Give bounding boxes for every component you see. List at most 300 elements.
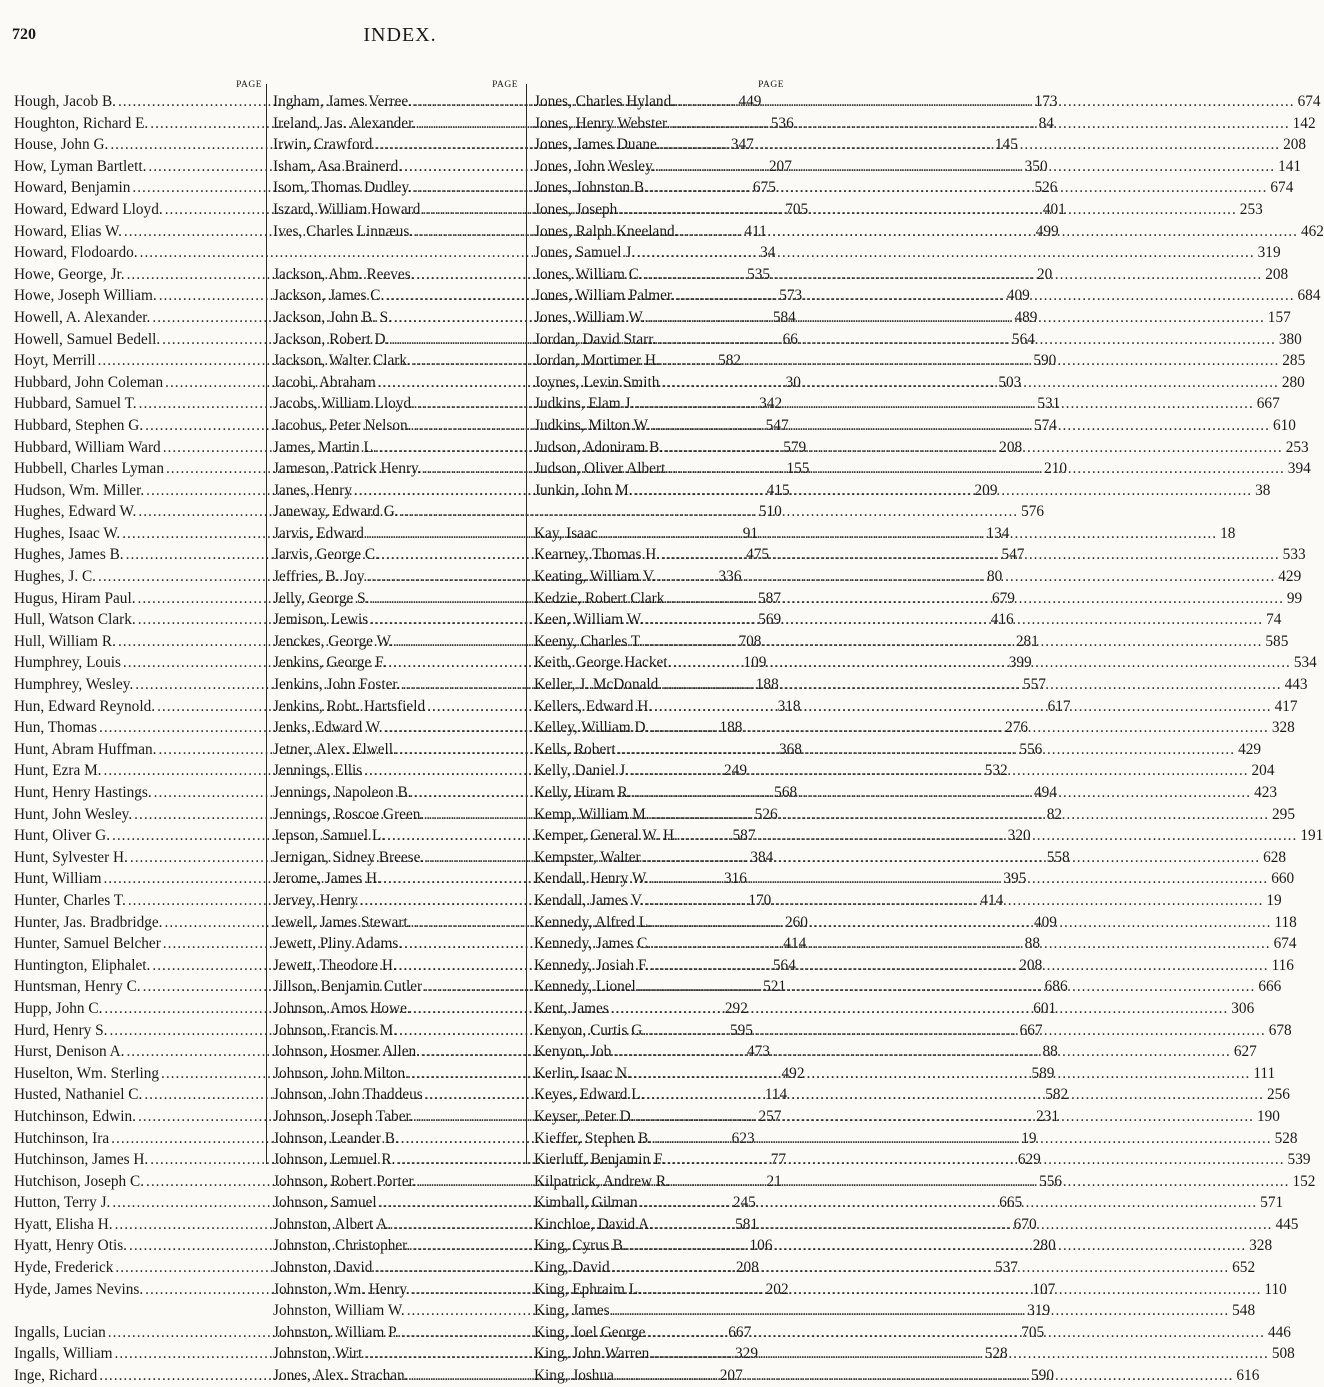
- entry-name: Keen, William W.: [534, 611, 644, 629]
- leader-dots: [646, 1084, 1264, 1106]
- leader-dots: [635, 480, 1253, 502]
- entry-name: Johnson, Lemuel R.: [273, 1151, 396, 1169]
- entry-name: Hyatt, Henry Otis.: [14, 1237, 128, 1255]
- entry-page: 494: [1034, 784, 1057, 801]
- leader-dots: [654, 696, 1272, 718]
- entry-page: 409: [1034, 913, 1057, 931]
- entry-name: Jennings, Ellis: [273, 762, 363, 780]
- leader-dots: [677, 91, 1295, 113]
- entry-page: 581: [735, 1215, 759, 1233]
- entry-page: 535: [747, 265, 771, 283]
- leader-dots: [638, 976, 1256, 998]
- entry-page: 684: [1297, 287, 1321, 305]
- entry-name: Jenckes, George W.: [273, 632, 394, 650]
- entry-page: 573: [779, 287, 803, 305]
- leader-dots: [655, 1214, 1273, 1236]
- entry-page: 249: [724, 762, 747, 780]
- entry-page: 616: [1236, 1367, 1260, 1385]
- entry-page: 208: [1265, 265, 1289, 283]
- entry-page: 534: [1293, 654, 1317, 672]
- entry-name: Hupp, John C.: [14, 999, 103, 1017]
- leader-dots: [664, 674, 1282, 696]
- leader-dots: [658, 329, 1276, 351]
- entry-name: Kendall, James V.: [534, 891, 644, 909]
- entry-page: 306: [1231, 999, 1255, 1017]
- entry-page: 556: [1019, 740, 1043, 758]
- entry-page: 589: [1031, 1064, 1055, 1082]
- entry-page: 88: [1042, 1043, 1058, 1061]
- leader-dots: [651, 1343, 1269, 1365]
- entry-name: Keyes, Edward L.: [534, 1086, 645, 1104]
- entry-page: 111: [1253, 1064, 1276, 1082]
- entry-page: 114: [764, 1086, 788, 1104]
- entry-name: Jenks, Edward W.: [273, 719, 383, 737]
- leader-dots: [651, 717, 1269, 739]
- entry-name: Kent, James: [534, 999, 609, 1017]
- leader-dots: [647, 1322, 1265, 1344]
- entry-page: 584: [772, 308, 796, 326]
- entry-page: 492: [781, 1064, 805, 1082]
- entry-page: 208: [999, 438, 1023, 456]
- entry-name: Johnson, John Milton.: [273, 1064, 409, 1082]
- entry-page: 576: [1021, 503, 1045, 521]
- entry-name: Jackson, Walter Clark.: [273, 352, 411, 370]
- leader-dots: [652, 804, 1270, 826]
- entry-page: 627: [1233, 1043, 1257, 1061]
- entry-name: Ingham, James Verree.: [273, 93, 413, 110]
- leader-dots: [637, 242, 1255, 264]
- leader-dots: [651, 868, 1269, 890]
- entry-page: 99: [1286, 589, 1303, 607]
- entry-name: Hun, Thomas: [14, 719, 97, 737]
- entry-name: Kemp, William M.: [534, 805, 650, 823]
- leader-dots: [640, 1192, 1258, 1214]
- entry-name: Johnston, Wm. Henry.: [273, 1280, 410, 1298]
- entry-name: Janes, Henry: [273, 481, 353, 499]
- entry-name: Ingalls, William: [14, 1345, 113, 1363]
- entry-page: 526: [754, 805, 778, 823]
- entry-page: 253: [1285, 438, 1309, 456]
- entry-name: How, Lyman Bartlett.: [14, 157, 147, 175]
- entry-name: Johnson, Hosmer Allen.: [273, 1043, 421, 1061]
- entry-page: 152: [1292, 1172, 1316, 1190]
- leader-dots: [646, 609, 1264, 631]
- entry-page: 256: [1266, 1086, 1290, 1104]
- entry-name: Hutton, Terry J.: [14, 1194, 111, 1212]
- entry-name: Hurst, Denison A.: [14, 1043, 125, 1061]
- entry-page: 679: [991, 589, 1015, 607]
- entry-name: James, Martin L.: [273, 438, 377, 456]
- entry-name: Kennedy, Josiah F.: [534, 956, 650, 974]
- entry-page: 21: [766, 1172, 782, 1190]
- entry-name: Kelley, William D.: [534, 719, 650, 737]
- entry-page: 558: [1046, 848, 1070, 866]
- entry-name: Kemper, General W. H.: [534, 827, 678, 845]
- entry-page: 610: [1272, 416, 1296, 434]
- entry-page: 19: [1021, 1129, 1037, 1147]
- entry-name: Jeffries, B. Joy: [273, 568, 365, 586]
- entry-page: 674: [1297, 93, 1321, 110]
- entry-name: Iszard, William Howard: [273, 200, 421, 218]
- entry-name: King, Joel George: [534, 1323, 646, 1341]
- entry-name: Hyde, James Nevins.: [14, 1280, 144, 1298]
- entry-page: 462: [1300, 222, 1324, 240]
- entry-name: Judkins, Elam J.: [534, 395, 635, 413]
- entry-page: 617: [1047, 697, 1071, 715]
- entry-name: Jenkins, Robt. Hartsfield: [273, 697, 426, 715]
- entry-name: Hunt, Abram Huffman.: [14, 740, 157, 758]
- entry-page: 590: [1031, 1367, 1054, 1385]
- entry-page: 329: [735, 1345, 758, 1363]
- entry-name: Howard, Elias W.: [14, 222, 122, 240]
- entry-name: Jewett, Theodore H.: [273, 956, 397, 974]
- entry-page: 38: [1255, 481, 1271, 499]
- entry-name: Johnston, Christopher.: [273, 1237, 411, 1255]
- leader-dots: [658, 566, 1276, 588]
- leader-dots: [667, 1149, 1285, 1171]
- leader-dots: [611, 998, 1229, 1020]
- entry-name: Jones, John Wesley.: [534, 157, 656, 175]
- entry-name: Kelly, Daniel J.: [534, 762, 630, 780]
- entry-page: 384: [750, 848, 774, 866]
- leader-dots: [662, 350, 1280, 372]
- entry-page: 318: [777, 697, 801, 715]
- entry-page: 342: [759, 395, 783, 413]
- entry-name: Hughes, Isaac W.: [14, 524, 121, 542]
- entry-name: Hunter, Samuel Belcher: [14, 935, 161, 953]
- entry-page: 190: [1256, 1107, 1280, 1125]
- leader-dots: [672, 113, 1290, 135]
- section-gap: [273, 242, 518, 264]
- entry-page: 705: [1021, 1323, 1045, 1341]
- entry-name: Hudson, Wm. Miller.: [14, 481, 145, 499]
- entry-page: 319: [1027, 1302, 1051, 1320]
- entry-name: King, David: [534, 1259, 610, 1277]
- leader-dots: [643, 847, 1261, 869]
- entry-name: Johnson, Joseph Taber.: [273, 1107, 414, 1125]
- entry-page: 209: [974, 481, 998, 499]
- entry-name: Hull, Watson Clark.: [14, 611, 136, 629]
- entry-name: Inge, Richard: [14, 1367, 98, 1385]
- leader-dots: [612, 1257, 1230, 1279]
- entry-page: 582: [1045, 1086, 1069, 1104]
- entry-name: Hyatt, Elisha H.: [14, 1215, 113, 1233]
- entry-page: 674: [1273, 935, 1297, 953]
- entry-page: 660: [1271, 870, 1295, 888]
- entry-page: 686: [1044, 978, 1068, 996]
- entry-name: Humphrey, Louis: [14, 654, 121, 672]
- entry-page: 210: [1044, 460, 1067, 478]
- leader-dots: [680, 221, 1298, 243]
- entry-name: Hutchinson, Ira: [14, 1129, 110, 1147]
- entry-page: 595: [729, 1021, 753, 1039]
- entry-page: 528: [1274, 1129, 1298, 1147]
- entry-page: 508: [1271, 1345, 1295, 1363]
- column-header: PAGE: [492, 80, 518, 90]
- column-header: PAGE: [236, 80, 262, 90]
- page-header: [0, 22, 800, 50]
- entry-name: King, Joshua: [534, 1367, 614, 1385]
- entry-page: 446: [1267, 1323, 1291, 1341]
- entry-page: 84: [1038, 114, 1054, 132]
- entry-name: House, John G.: [14, 136, 109, 154]
- leader-dots: [650, 177, 1268, 199]
- entry-name: Kilpatrick, Andrew R.: [534, 1172, 670, 1190]
- entry-name: Kennedy, Lionel: [534, 978, 636, 996]
- entry-page: 547: [1001, 546, 1025, 564]
- entry-page: 537: [994, 1259, 1018, 1277]
- entry-name: Jackson, Abm. Reeves.: [273, 265, 415, 283]
- leader-dots: [631, 760, 1249, 782]
- entry-page: 536: [770, 114, 794, 132]
- entry-page: 30: [785, 373, 801, 391]
- entry-page: 281: [1015, 632, 1039, 650]
- entry-name: Hubbard, William Ward: [14, 438, 161, 456]
- entry-name: Hull, William R.: [14, 632, 116, 650]
- entry-name: Howell, Samuel Bedell.: [14, 330, 161, 348]
- entry-name: Howard, Benjamin: [14, 179, 131, 197]
- entry-name: Husted, Nathaniel C.: [14, 1086, 143, 1104]
- entry-page: 667: [728, 1323, 752, 1341]
- entry-page: 547: [765, 416, 789, 434]
- entry-name: Hutchison, Joseph C.: [14, 1172, 145, 1190]
- entry-page: 260: [785, 913, 808, 931]
- entry-page: 417: [1274, 697, 1298, 715]
- entry-page: 531: [1037, 395, 1061, 413]
- entry-page: 473: [746, 1043, 770, 1061]
- entry-name: Irwin, Crawford: [273, 136, 373, 154]
- entry-page: 571: [1260, 1194, 1284, 1212]
- entry-page: 204: [1251, 762, 1275, 780]
- entry-name: Jennings, Napoleon B.: [273, 784, 412, 801]
- entry-name: Hun, Edward Reynold.: [14, 697, 156, 715]
- leader-dots: [663, 134, 1281, 156]
- entry-name: Hubbard, John Coleman: [14, 373, 164, 391]
- entry-name: Jordan, Mortimer H.: [534, 352, 660, 370]
- entry-name: Howard, Edward Lloyd.: [14, 200, 163, 218]
- leader-dots: [613, 1041, 1231, 1063]
- entry-page: 328: [1249, 1237, 1273, 1255]
- entry-name: Joynes, Levin Smith: [534, 373, 660, 391]
- entry-page: 415: [766, 481, 790, 499]
- entry-page: 328: [1271, 719, 1295, 737]
- entry-name: Hough, Jacob B.: [14, 93, 116, 110]
- leader-dots: [612, 1300, 1230, 1322]
- entry-page: 521: [763, 978, 787, 996]
- entry-name: Kenyon, Job: [534, 1043, 612, 1061]
- leader-dots: [651, 955, 1269, 977]
- entry-page: 118: [1274, 913, 1297, 931]
- entry-name: Jones, James Duane.: [534, 136, 661, 154]
- entry-name: Kierluff, Benjamin F.: [534, 1151, 666, 1169]
- entry-name: Isom, Thomas Dudley.: [273, 179, 412, 197]
- index-entry: [534, 264, 1289, 286]
- entry-name: Jackson, Robert D.: [273, 330, 390, 348]
- entry-page: 503: [998, 373, 1022, 391]
- entry-name: Isham, Asa Brainerd.: [273, 157, 403, 175]
- leader-dots: [654, 1128, 1272, 1150]
- entry-page: 423: [1254, 784, 1278, 801]
- entry-page: 590: [1033, 352, 1057, 370]
- entry-name: Judson, Adoniram B.: [534, 438, 664, 456]
- leader-dots: [662, 544, 1280, 566]
- entry-page: 628: [1263, 848, 1287, 866]
- entry-page: 141: [1278, 157, 1302, 175]
- entry-name: Jacobus, Peter Nelson.: [273, 416, 412, 434]
- entry-page: 91: [742, 524, 759, 542]
- entry-page: 19: [1266, 891, 1282, 909]
- entry-name: Ives, Charles Linnæus.: [273, 222, 414, 240]
- leader-dots: [661, 372, 1279, 394]
- entry-name: Houghton, Richard E.: [14, 114, 149, 132]
- leader-dots: [672, 1171, 1290, 1193]
- entry-name: Keller, J. McDonald.: [534, 676, 663, 694]
- entry-page: 414: [783, 935, 807, 953]
- entry-page: 510: [758, 503, 782, 521]
- entry-name: Hugus, Hiram Paul.: [14, 589, 136, 607]
- entry-name: Johnston, David: [273, 1259, 373, 1277]
- entry-name: Kells, Robert: [534, 740, 616, 758]
- entry-name: Jones, Ralph Kneeland.: [534, 222, 679, 240]
- leader-dots: [673, 652, 1291, 674]
- entry-page: 489: [1014, 308, 1038, 326]
- entry-name: Junkin, John M.: [534, 481, 633, 499]
- entry-page: 350: [1024, 157, 1048, 175]
- entry-name: Jemison, Lewis: [273, 611, 369, 629]
- leader-dots: [633, 1063, 1251, 1085]
- entry-name: Jacobi, Abraham: [273, 373, 376, 391]
- entry-name: Kennedy, James C.: [534, 935, 652, 953]
- entry-name: Kedzie, Robert Clark: [534, 589, 665, 607]
- entry-page: 539: [1287, 1151, 1311, 1169]
- entry-name: Huntsman, Henry C.: [14, 978, 141, 996]
- entry-name: Kieffer, Stephen B.: [534, 1129, 653, 1147]
- leader-dots: [680, 825, 1298, 847]
- entry-page: 556: [1039, 1172, 1063, 1190]
- entry-page: 208: [735, 1259, 759, 1277]
- entry-name: Johnson, Robert Porter.: [273, 1172, 417, 1190]
- leader-dots: [677, 285, 1295, 307]
- entry-name: Keeny, Charles T.: [534, 632, 643, 650]
- entry-name: Johnson, John Thaddeus: [273, 1086, 423, 1104]
- entry-name: Kerlin, Isaac N.: [534, 1064, 631, 1082]
- entry-page: 80: [987, 568, 1003, 586]
- entry-page: 449: [738, 93, 762, 110]
- entry-page: 231: [1036, 1107, 1060, 1125]
- entry-name: King, Ephraim L.: [534, 1280, 642, 1298]
- entry-page: 316: [723, 870, 747, 888]
- entry-name: Jones, Alex. Strachan.: [273, 1367, 409, 1385]
- entry-name: Hunt, Ezra M.: [14, 762, 102, 780]
- leader-dots: [667, 458, 1285, 480]
- entry-name: Hunter, Charles T.: [14, 891, 126, 909]
- entry-page: 411: [744, 222, 767, 240]
- entry-name: Jelly, George S.: [273, 589, 370, 607]
- entry-page: 207: [768, 157, 792, 175]
- entry-name: Jacobs, William Lloyd.: [273, 395, 415, 413]
- entry-page: 320: [1007, 827, 1031, 845]
- entry-name: Hughes, James B.: [14, 546, 124, 564]
- entry-page: 295: [1272, 805, 1295, 823]
- entry-page: 368: [778, 740, 802, 758]
- entry-page: 208: [1019, 956, 1043, 974]
- entry-page: 665: [999, 1194, 1023, 1212]
- entry-name: Kellers, Edward H.: [534, 697, 653, 715]
- entry-name: Hughes, Edward W.: [14, 503, 137, 521]
- leader-dots: [636, 393, 1254, 415]
- entry-page: 675: [752, 179, 776, 197]
- entry-name: Hoyt, Merrill: [14, 352, 96, 370]
- entry-page: 574: [1034, 416, 1057, 434]
- entry-name: King, Cyrus B.: [534, 1237, 627, 1255]
- leader-dots: [645, 264, 1263, 286]
- leader-dots: [634, 782, 1252, 804]
- entry-name: Jones, Joseph: [534, 200, 618, 218]
- entry-page: 399: [1008, 654, 1032, 672]
- section-gap: [14, 1300, 262, 1322]
- entry-name: Hutchinson, James H.: [14, 1151, 149, 1169]
- entry-name: Hunt, Sylvester H.: [14, 848, 128, 866]
- leader-dots: [648, 1020, 1266, 1042]
- leader-dots: [666, 588, 1284, 610]
- entry-name: Kennedy, Alfred L.: [534, 913, 652, 931]
- entry-page: 109: [743, 654, 767, 672]
- entry-page: 601: [1033, 999, 1057, 1017]
- entry-name: Hunt, William: [14, 870, 102, 888]
- entry-name: Jones, Henry Webster.: [534, 114, 671, 132]
- entry-name: Jones, Charles Hyland.: [534, 93, 676, 110]
- entry-name: Kempster, Walter: [534, 848, 641, 866]
- entry-page: 188: [755, 676, 779, 694]
- entry-page: 666: [1258, 978, 1282, 996]
- leader-dots: [646, 890, 1264, 912]
- entry-name: Jones, William Palmer.: [534, 287, 676, 305]
- entry-page: 532: [984, 762, 1008, 780]
- entry-name: Jewett, Pliny Adams.: [273, 935, 403, 953]
- entry-page: 380: [1278, 330, 1302, 348]
- entry-name: Johnson, Samuel: [273, 1194, 377, 1212]
- entry-page: 253: [1239, 200, 1263, 218]
- entry-name: Jennings, Roscoe Green.: [273, 805, 425, 823]
- entry-page: 528: [984, 1345, 1008, 1363]
- index-entry: [534, 242, 1281, 264]
- entry-page: 708: [738, 632, 762, 650]
- entry-page: 557: [1022, 676, 1046, 694]
- entry-page: 173: [1034, 93, 1058, 110]
- entry-page: 106: [749, 1237, 773, 1255]
- leader-dots: [654, 912, 1272, 934]
- entry-page: 347: [730, 136, 754, 154]
- entry-page: 170: [748, 891, 772, 909]
- entry-name: Jackson, James C.: [273, 287, 385, 305]
- entry-page: 652: [1232, 1259, 1256, 1277]
- entry-name: Kendall, Henry W.: [534, 870, 649, 888]
- leader-dots: [636, 1106, 1254, 1128]
- entry-page: 585: [1265, 632, 1289, 650]
- entry-page: 34: [760, 244, 776, 262]
- leader-dots: [619, 199, 1237, 221]
- entry-name: Judson, Oliver Albert: [534, 460, 666, 478]
- entry-name: Hunter, Jas. Bradbridge.: [14, 913, 163, 931]
- section-gap: [534, 501, 784, 523]
- entry-page: 20: [1036, 265, 1053, 283]
- leader-dots: [629, 1235, 1247, 1257]
- entry-name: Jepson, Samuel L.: [273, 827, 386, 845]
- entry-page: 319: [1257, 244, 1281, 262]
- entry-page: 414: [980, 891, 1004, 909]
- entry-page: 157: [1267, 308, 1291, 326]
- entry-name: Jerome, James H.: [273, 870, 381, 888]
